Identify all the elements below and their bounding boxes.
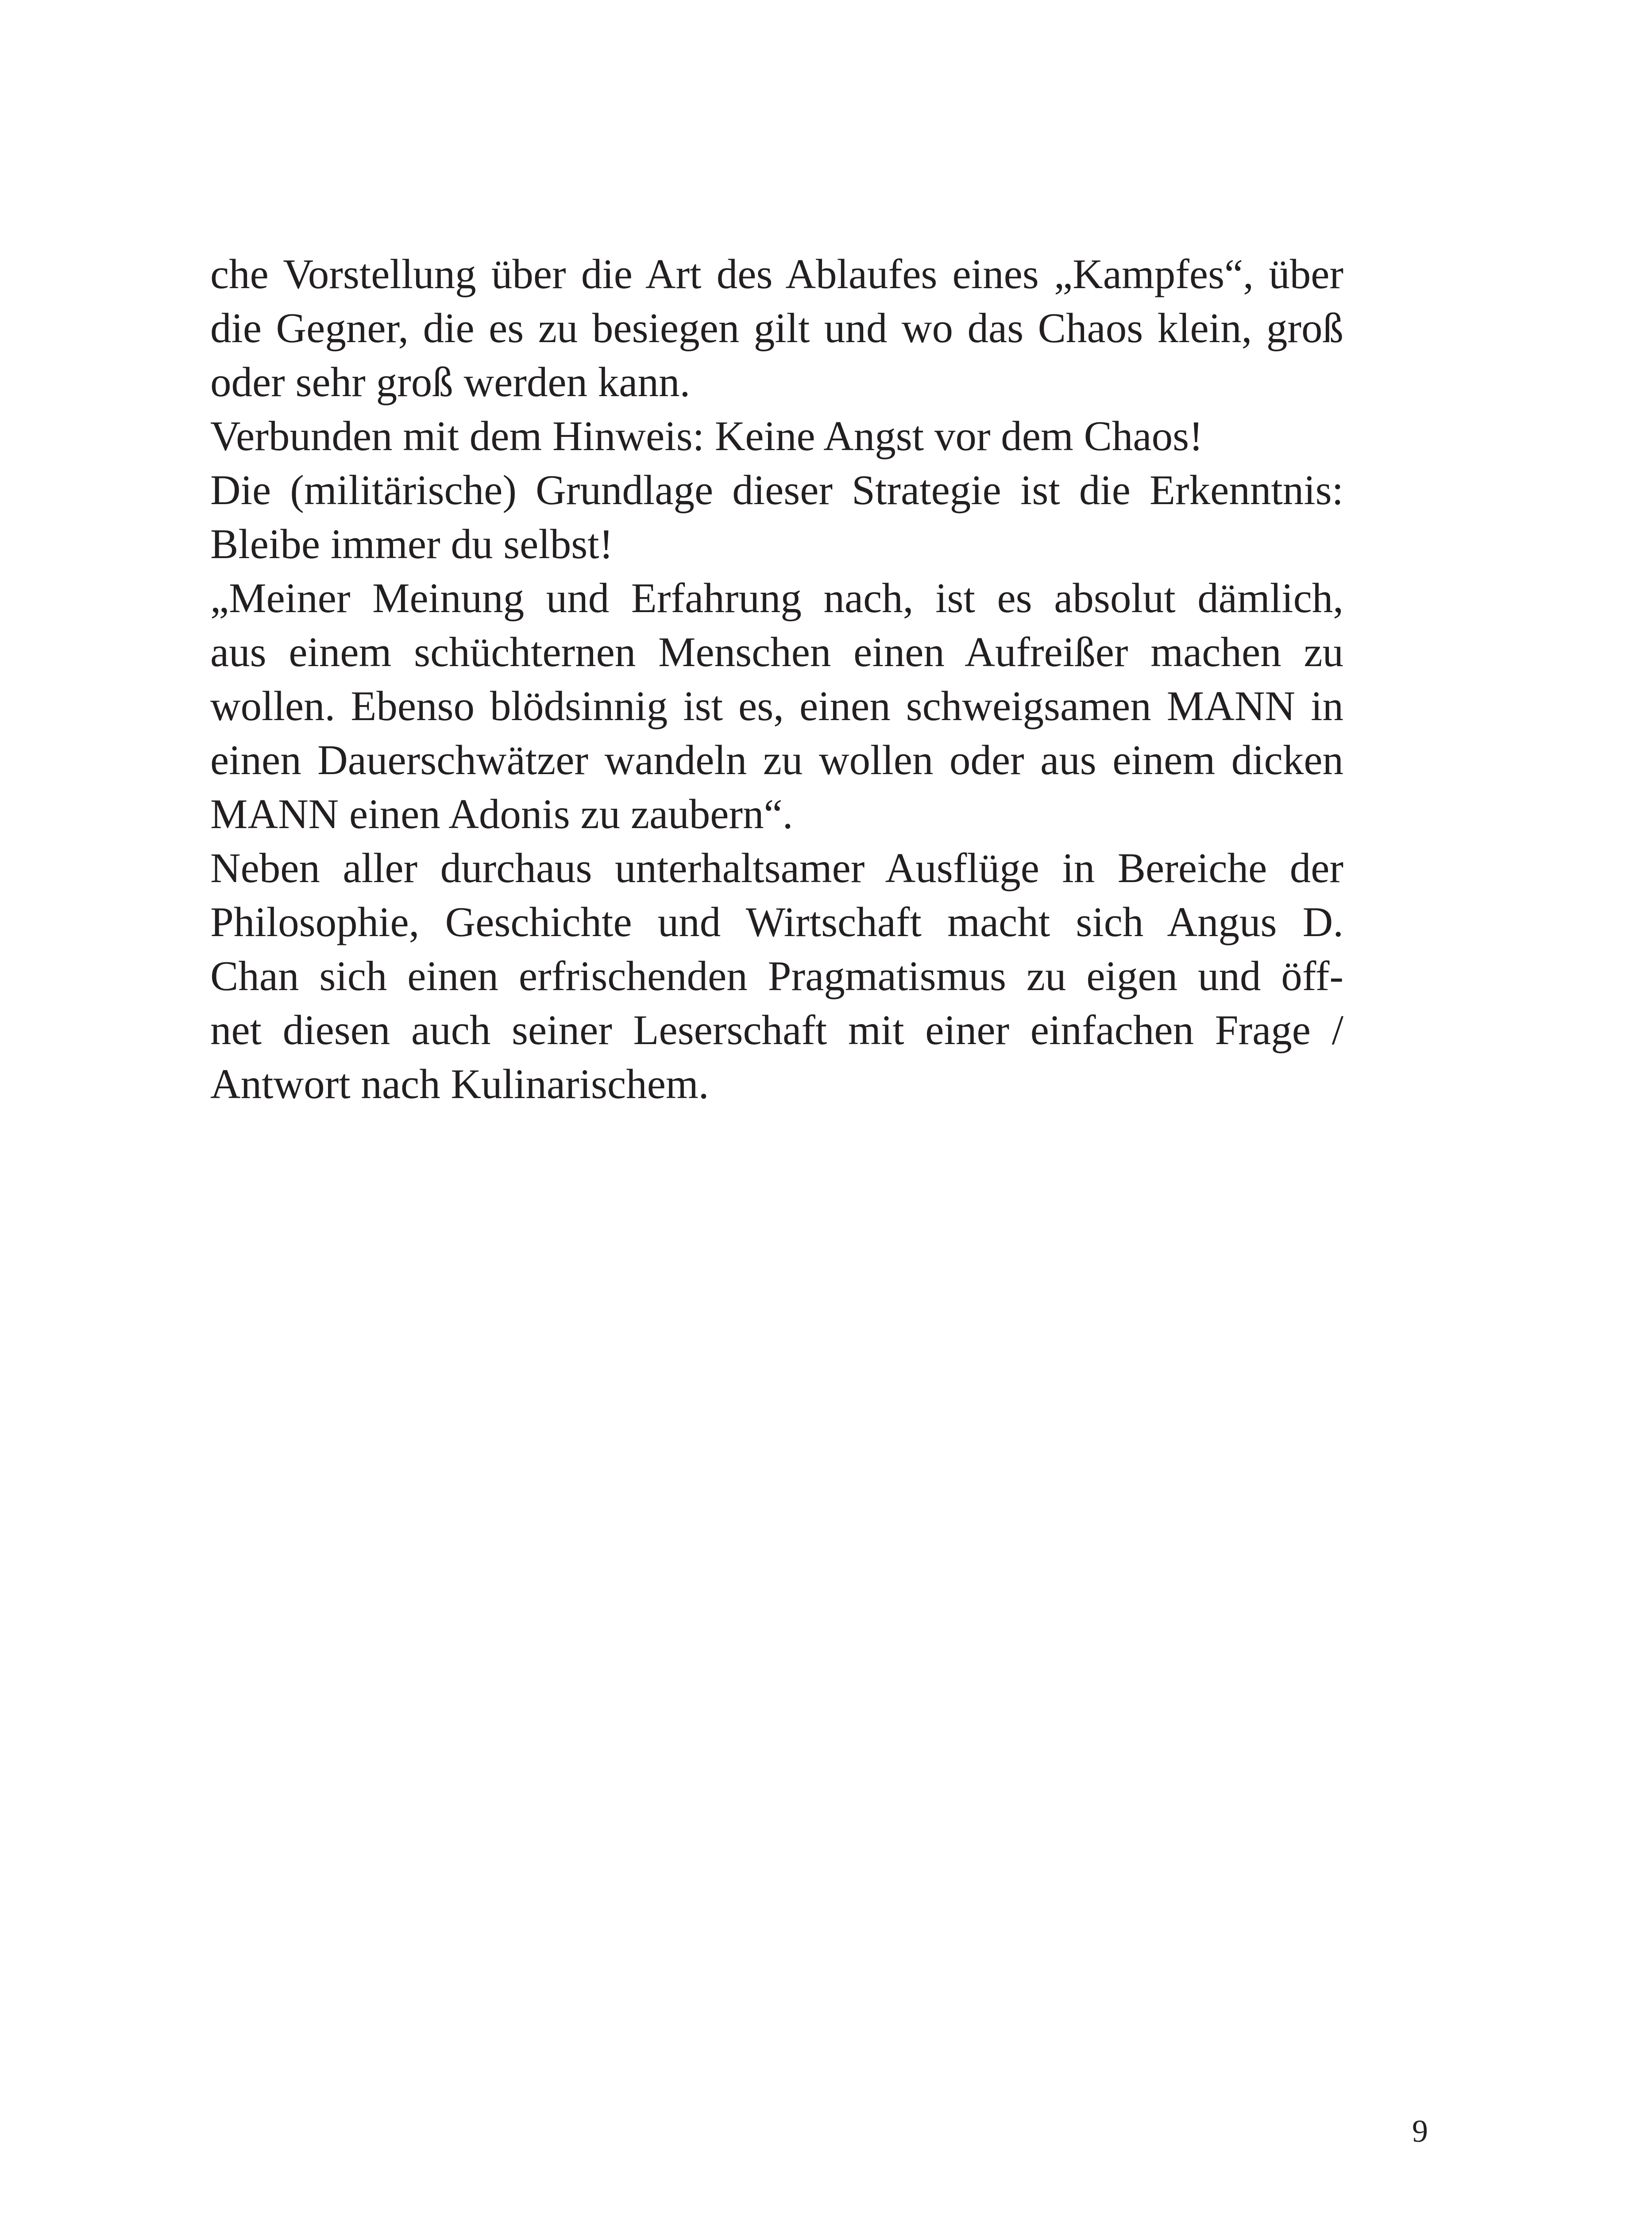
text-line: MANN einen Adonis zu zaubern“. (210, 790, 793, 837)
text-line: einen Dauerschwätzer wandeln zu wollen oder aus einem dicken (210, 736, 1343, 783)
text-line: che Vorstellung über die Art des Ablaufes eines „Kampfes“, über (210, 251, 1343, 297)
text-line: Philosophie, Geschichte und Wirtschaft macht sich Angus D. (210, 898, 1343, 945)
text-line: Chan sich einen erfrischenden Pragmatismus zu eigen und öff- (210, 952, 1343, 999)
body-text (210, 247, 1343, 1111)
text-line: net diesen auch seiner Leserschaft mit einer einfachen Frage / (210, 1006, 1343, 1053)
text-line: Bleibe immer du selbst! (210, 520, 614, 567)
text-line: oder sehr groß werden kann. (210, 359, 691, 405)
page-number: 9 (1412, 2113, 1428, 2149)
text-line: Die (militärische) Grundlage dieser Strategie ist die Erkenntnis: (210, 467, 1343, 513)
text-line: Antwort nach Kulinarischem. (210, 1060, 709, 1107)
text-line: Verbunden mit dem Hinweis: Keine Angst vor dem Chaos! (210, 413, 1203, 459)
text-line: „Meiner Meinung und Erfahrung nach, ist es absolut dämlich, (210, 574, 1343, 621)
text-line: Neben aller durchaus unterhaltsamer Ausflüge in Bereiche der (210, 844, 1343, 891)
text-line: die Gegner, die es zu besiegen gilt und wo das Chaos klein, groß (210, 305, 1343, 351)
text-line: wollen. Ebenso blödsinnig ist es, einen schweigsamen MANN in (210, 682, 1343, 729)
text-line: aus einem schüchternen Menschen einen Aufreißer machen zu (210, 628, 1343, 675)
